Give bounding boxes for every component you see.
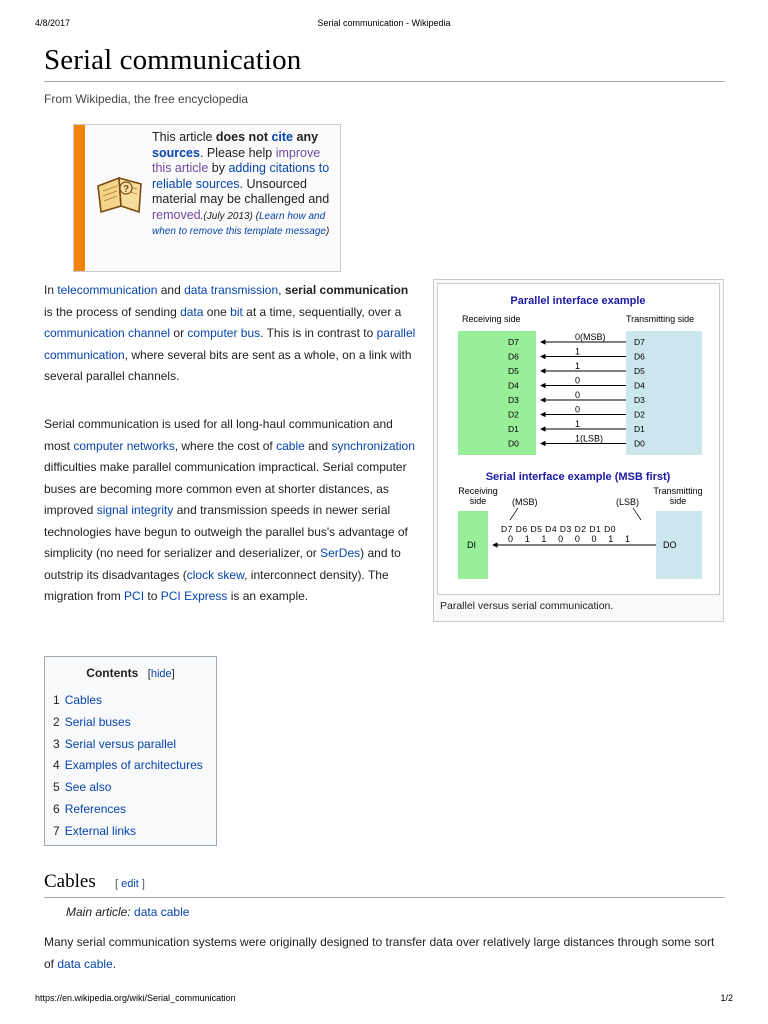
link-signal-integrity[interactable]: signal integrity (96, 503, 174, 517)
title-divider (44, 81, 725, 82)
link-data-cable[interactable]: data cable (57, 956, 113, 971)
serial-do-label: DO (663, 540, 677, 550)
link-parallel-communication[interactable]: parallel communication (44, 326, 416, 362)
section-divider (44, 897, 725, 898)
main-article-note: Main article: data cable (66, 905, 190, 919)
parallel-transmitting-label: Transmitting side (626, 314, 695, 324)
parallel-rx-label-d6: D6 (508, 351, 519, 362)
parallel-rx-label-d7: D7 (508, 337, 519, 347)
tagline: From Wikipedia, the free encyclopedia (44, 92, 249, 106)
parallel-tx-label-d2: D2 (634, 409, 645, 420)
parallel-tx-label-d6: D6 (634, 351, 645, 362)
parallel-bit-d1: 1 (575, 419, 581, 429)
print-page-number: 1/2 (720, 993, 733, 1003)
parallel-bit-d6: 1 (575, 346, 581, 357)
toc-title: Contents (86, 666, 139, 680)
parallel-tx-label-d0: D0 (634, 438, 645, 449)
toc-item-see-also[interactable]: 5 See also (53, 780, 112, 795)
parallel-transmitter-block (626, 331, 702, 455)
serial-msb-label: (MSB) (512, 497, 538, 507)
link-pci[interactable]: PCI (124, 589, 145, 603)
serial-bits: 0 1 1 0 0 0 1 1 (508, 534, 635, 544)
parallel-tx-label-d1: D1 (634, 424, 645, 434)
serial-title: Serial interface example (MSB first) (485, 471, 671, 483)
link-computer-networks[interactable]: computer networks (73, 438, 175, 453)
print-url: https://en.wikipedia.org/wiki/Serial_communication (35, 993, 236, 1003)
link-removed[interactable]: removed (152, 207, 201, 222)
parallel-receiving-label: Receiving side (462, 314, 521, 324)
edit-link[interactable]: edit (121, 878, 139, 890)
parallel-tx-label-d5: D5 (634, 366, 645, 376)
link-adding-citations[interactable]: adding citations to reliable sources (152, 161, 330, 191)
parallel-receiver-block (458, 331, 536, 455)
parallel-serial-diagram (438, 284, 719, 594)
serial-transmitting-label: Transmitting (653, 486, 703, 496)
toc-item-examples-of-architectures[interactable]: 4 Examples of architectures (53, 758, 203, 773)
parallel-bit-d0: 1(LSB) (575, 433, 604, 444)
link-communication-channel[interactable]: communication channel (44, 326, 171, 340)
parallel-rx-label-d3: D3 (508, 395, 519, 405)
parallel-rx-label-d1: D1 (508, 424, 519, 434)
parallel-rx-label-d0: D0 (508, 438, 519, 449)
link-serdes[interactable]: SerDes (320, 546, 361, 560)
parallel-tx-label-d3: D3 (634, 395, 645, 405)
toc-item-serial-versus-parallel[interactable]: 3 Serial versus parallel (53, 736, 177, 751)
parallel-bit-d4: 0 (575, 375, 581, 386)
notice-box (73, 124, 341, 272)
toc-item-cables[interactable]: 1 Cables (53, 693, 103, 707)
parallel-rx-label-d4: D4 (508, 380, 519, 391)
toc-item-external-links[interactable]: 7 External links (53, 823, 137, 838)
serial-receiving-label: Receiving (458, 486, 498, 496)
print-header (35, 18, 733, 32)
print-footer (35, 993, 733, 1007)
serial-line-labels: D7 D6 D5 D4 D3 D2 D1 D0 (501, 524, 616, 534)
table-of-contents: Contents [hide] 1 Cables 2 Serial buses 3 Serial versus parallel 4 Examples of architectures 5 See also 6 References 7 External links (44, 656, 217, 846)
toc-list (53, 690, 203, 843)
book-icon (95, 172, 145, 214)
section-edit: [ edit ] (115, 878, 145, 890)
print-title: Serial communication - Wikipedia (317, 18, 451, 28)
link-computer-bus[interactable]: computer bus (187, 326, 261, 340)
link-sources[interactable]: sources (152, 145, 200, 160)
link-pci-express[interactable]: PCI Express (160, 589, 228, 603)
intro-paragraph: In telecommunication and data transmission, serial communication is the process of sending data one bit at a time, sequentially, over a communication channel or computer bus. This is in contrast to parallel communication, where several bits are sent as a whole, on a link with several parallel channels. (44, 283, 416, 383)
page-title: Serial communication (44, 44, 302, 76)
link-data[interactable]: data (180, 304, 204, 319)
parallel-rx-label-d5: D5 (508, 366, 519, 376)
link-cable[interactable]: cable (276, 438, 305, 453)
toc-item-serial-buses[interactable]: 2 Serial buses (53, 714, 131, 729)
cables-paragraph: Many serial communication systems were originally designed to transfer data over relatively large distances through some sort of data cable. (44, 935, 715, 971)
link-bit[interactable]: bit (230, 304, 243, 319)
figure-caption: Parallel versus serial communication. (440, 600, 614, 612)
link-learn-remove[interactable]: Learn how and when to remove this template message (152, 210, 326, 237)
print-date: 4/8/2017 (35, 18, 71, 28)
parallel-tx-label-d7: D7 (634, 337, 645, 347)
link-main-data-cable[interactable]: data cable (134, 905, 190, 919)
notice-text: This article does not cite any sources. Please help improve this article by adding citations to reliable sources. Unsourced material may be challenged and removed.(July 2013) (Learn how and when to remove this template message) (152, 130, 330, 237)
serial-di-label: DI (467, 540, 476, 550)
figure-image[interactable] (437, 283, 720, 595)
parallel-bit-d3: 0 (575, 390, 581, 400)
notice-bar (74, 125, 85, 271)
svg-text:?: ? (123, 184, 130, 195)
section-heading-cables: Cables (44, 871, 96, 892)
serial-transmitting-side: side (669, 496, 687, 506)
link-improve-article[interactable]: improve this article (152, 145, 321, 175)
toc-hide-link[interactable]: hide (150, 668, 172, 680)
link-cite[interactable]: cite (271, 130, 294, 144)
parallel-rx-label-d2: D2 (508, 409, 519, 420)
link-clock-skew[interactable]: clock skew (186, 567, 245, 582)
link-synchronization[interactable]: synchronization (331, 438, 415, 453)
serial-lsb-label: (LSB) (616, 497, 640, 507)
serial-receiving-side: side (469, 496, 487, 506)
parallel-title: Parallel interface example (510, 295, 646, 307)
parallel-tx-label-d4: D4 (634, 380, 645, 391)
toc-item-references[interactable]: 6 References (53, 801, 127, 816)
link-telecommunication[interactable]: telecommunication (57, 283, 158, 297)
figure-thumbnail (433, 279, 724, 622)
parallel-bit-d2: 0 (575, 404, 581, 415)
parallel-bit-d5: 1 (575, 361, 581, 371)
parallel-bit-d7: 0(MSB) (575, 332, 606, 342)
second-paragraph: Serial communication is used for all long-haul communication and most computer networks, where the cost of cable and synchronization difficulties make parallel communication impractical. Serial computer buses are becoming more common even at shorter distances, as improved signal integrity and transmission speeds in newer serial technologies have begun to outweigh the parallel bus's advantage of simplicity (no need for serializer and deserializer, or SerDes) and to outstrip its disadvantages (clock skew, interconnect density). The migration from PCI to PCI Express is an example. (44, 417, 415, 603)
link-data-transmission[interactable]: data transmission (184, 283, 279, 297)
